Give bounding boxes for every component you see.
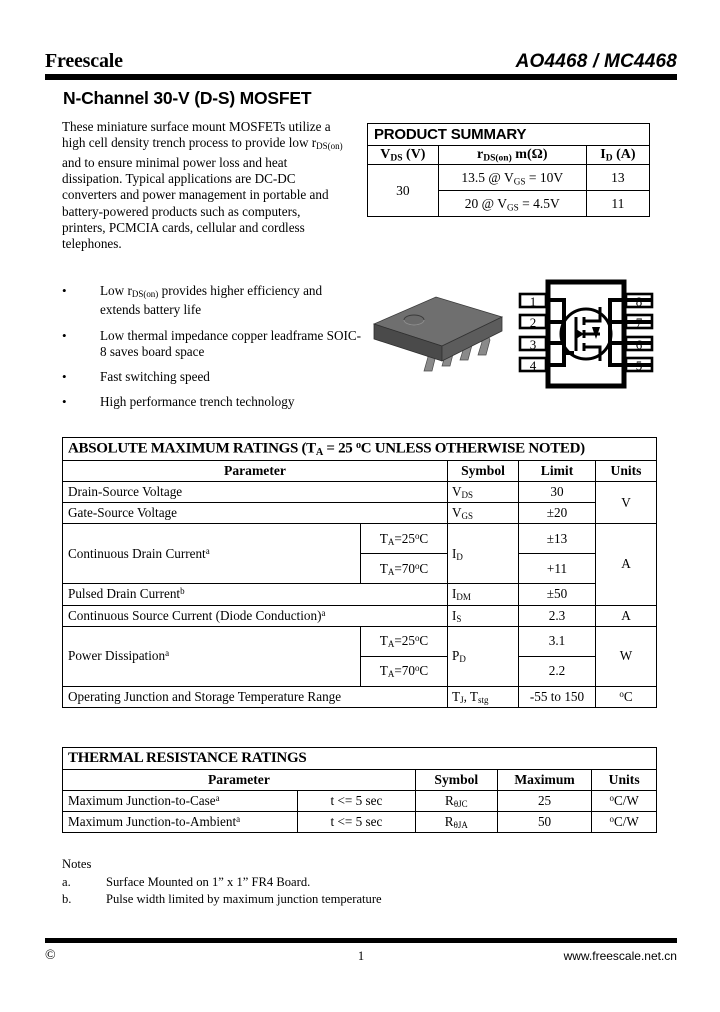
sym-sub: DS: [461, 490, 473, 501]
band-mid: = 25: [322, 440, 356, 457]
limit-idm: ±50: [519, 584, 596, 605]
pin-label-7: 7: [635, 315, 643, 330]
table-row: [368, 165, 650, 191]
col-header-units: Units: [596, 460, 657, 481]
band-sub: A: [315, 446, 323, 458]
note-text: Pulse width limited by maximum junction temperature: [106, 892, 382, 906]
id-value-1: 13: [586, 165, 649, 191]
rdson-1-text: 13.5 @ V: [461, 169, 514, 185]
table-row: [63, 503, 657, 524]
table-row: [63, 481, 657, 502]
sym-text: I: [452, 586, 457, 602]
cond-pre: T: [379, 633, 388, 649]
param-footnote-ref: a: [215, 793, 220, 804]
band-pre: ABSOLUTE MAXIMUM RATINGS (T: [68, 440, 316, 457]
param-text: Maximum Junction-to-Case: [68, 793, 216, 809]
limit-vgs: ±20: [519, 503, 596, 524]
param-power-dissipation: [63, 626, 361, 686]
list-item: [62, 369, 362, 385]
sym-sub: DM: [456, 592, 471, 603]
feature-0-post: provides higher efficiency and extends battery life: [100, 283, 323, 318]
notes-title: Notes: [62, 857, 92, 871]
feature-text: Fast switching speed: [100, 369, 210, 385]
cond-tail: C: [419, 560, 429, 576]
condition-ta-70c: [361, 554, 448, 584]
bullet-icon: •: [62, 283, 67, 298]
band-post: C UNLESS OTHERWISE NOTED): [360, 440, 585, 457]
sym-text: T: [452, 688, 461, 704]
symbol-pd: [448, 626, 519, 686]
symbol-rthja: [415, 812, 497, 833]
id-subscript: D: [605, 153, 613, 164]
cond-sub: A: [387, 669, 395, 680]
bullet-icon: •: [62, 327, 67, 343]
table-row: [63, 605, 657, 626]
param-footnote-ref: a: [321, 607, 326, 618]
sym-sub: S: [456, 613, 462, 624]
pin-configuration-diagram: [518, 277, 654, 391]
cond-pre: T: [379, 560, 388, 576]
note-key: b.: [62, 892, 72, 906]
band-degree: o: [355, 440, 361, 451]
cond-sub: A: [387, 566, 395, 577]
thermal-resistance-ratings-table: [62, 747, 657, 833]
rds-subscript: DS(on): [483, 153, 512, 164]
limit-vds: 30: [519, 481, 596, 502]
pin-label-4: 4: [529, 358, 537, 373]
page-footer: [45, 948, 677, 964]
rdson-2-tail: = 4.5V: [518, 195, 560, 211]
rdson-1-sub: GS: [513, 176, 526, 187]
pin-label-8: 8: [635, 294, 643, 309]
pin-label-3: 3: [529, 337, 537, 352]
page-title: N-Channel 30-V (D-S) MOSFET: [63, 88, 312, 108]
unit-amps-is: A: [596, 605, 657, 626]
param-junction-to-case: [63, 791, 298, 812]
intro-paragraph: [62, 119, 345, 253]
vds-unit: (V): [402, 147, 426, 162]
cond-tail: C: [419, 633, 429, 649]
param-drain-source-voltage: Drain-Source Voltage: [63, 481, 448, 502]
degree-symbol: o: [609, 793, 614, 804]
note-text: Surface Mounted on 1” x 1” FR4 Board.: [106, 874, 311, 889]
sym-text: V: [452, 505, 462, 521]
cond-tail: C: [419, 663, 429, 679]
table-row: [63, 791, 657, 812]
intro-subscript: DS(on): [316, 141, 343, 152]
table-row: [63, 748, 657, 770]
unit-text: C/W: [613, 793, 639, 809]
cond-degree: o: [414, 663, 420, 674]
note-item: [62, 891, 522, 909]
condition-ta-70c-pd: [361, 656, 448, 686]
sym-sub: θJC: [453, 799, 468, 810]
feature-0-sub: DS(on): [131, 289, 159, 300]
rdson-1-tail: = 10V: [525, 169, 564, 185]
sym-text: V: [452, 483, 462, 499]
note-item: [62, 874, 522, 892]
symbol-vgs: [448, 503, 519, 524]
sym-text: P: [452, 648, 460, 664]
feature-text: High performance trench technology: [100, 394, 295, 410]
limit-id-25c: ±13: [519, 524, 596, 554]
rds-unit: m(Ω): [511, 147, 548, 162]
param-continuous-source-current: [63, 605, 448, 626]
unit-watts: W: [596, 626, 657, 686]
limit-temp-range: -55 to 150: [519, 686, 596, 707]
limit-pd-25c: 3.1: [519, 626, 596, 656]
param-text: Continuous Source Current (Diode Conduction): [68, 607, 322, 623]
table-row: [63, 812, 657, 833]
rdson-2-sub: GS: [506, 202, 519, 213]
cond-post: =70: [394, 663, 415, 679]
cond-sub: A: [387, 639, 395, 650]
param-footnote-ref: a: [205, 546, 210, 557]
abs-max-band-title: [63, 438, 657, 461]
param-text: Pulsed Drain Current: [68, 586, 181, 602]
rdson-value-2: [438, 191, 586, 217]
table-row: [368, 124, 650, 146]
col-header-parameter: Parameter: [63, 460, 448, 481]
limit-pd-70c: 2.2: [519, 656, 596, 686]
pin-label-6: 6: [635, 337, 643, 352]
header-rule: [45, 74, 677, 80]
limit-id-70c: +11: [519, 554, 596, 584]
symbol-tj-tstg: [448, 686, 519, 707]
cond-post: =25: [394, 530, 415, 546]
sym-sub: J: [460, 695, 464, 705]
feature-0-pre: Low r: [100, 283, 132, 298]
col-header-vds: [368, 146, 439, 165]
cond-degree: o: [414, 560, 420, 571]
page-number: 1: [357, 948, 365, 963]
table-row: [63, 524, 657, 554]
id-value-2: 11: [586, 191, 649, 217]
symbol-id: [448, 524, 519, 584]
sym-text: R: [445, 793, 454, 808]
sym-sub: D: [459, 654, 466, 665]
id-symbol: I: [600, 147, 606, 162]
thermal-band-title: THERMAL RESISTANCE RATINGS: [63, 748, 657, 770]
condition-ta-25c-pd: [361, 626, 448, 656]
sym-text: I: [452, 607, 457, 623]
cond-post: =25: [394, 633, 415, 649]
col-header-rdson: [438, 146, 586, 165]
part-numbers: AO4468 / MC4468: [515, 51, 677, 72]
table-row: [63, 770, 657, 791]
list-item: [62, 394, 362, 410]
param-text: Power Dissipation: [68, 648, 166, 664]
pin-label-1: 1: [529, 294, 537, 309]
condition-jc: t <= 5 sec: [298, 791, 416, 812]
cond-degree: o: [414, 633, 420, 644]
table-row: [63, 686, 657, 707]
id-unit: (A): [612, 147, 636, 162]
pin-label-5: 5: [635, 358, 643, 373]
rdson-2-text: 20 @ V: [464, 195, 507, 211]
table-row: [63, 460, 657, 481]
col-header-symbol: Symbol: [415, 770, 497, 791]
cond-tail: C: [419, 530, 429, 546]
symbol-rthjc: [415, 791, 497, 812]
footer-rule: [45, 938, 677, 943]
intro-text-1: These miniature surface mount MOSFETs utilize a high cell density trench process to provide low r: [62, 119, 331, 151]
table-row: [63, 626, 657, 656]
feature-text: [100, 283, 362, 319]
rdson-value-1: [438, 165, 586, 191]
param-gate-source-voltage: Gate-Source Voltage: [63, 503, 448, 524]
degree-symbol: o: [619, 689, 624, 700]
unit-volts: V: [596, 481, 657, 523]
table-row: [63, 584, 657, 605]
col-header-limit: Limit: [519, 460, 596, 481]
bullet-icon: •: [62, 369, 67, 385]
copyright-symbol: ©: [45, 948, 56, 963]
condition-ja: t <= 5 sec: [298, 812, 416, 833]
max-rthjc: 25: [497, 791, 592, 812]
param-junction-to-ambient: [63, 812, 298, 833]
param-continuous-drain-current: [63, 524, 361, 584]
max-rthja: 50: [497, 812, 592, 833]
cond-post: =70: [394, 560, 415, 576]
param-operating-junction-storage-temp: Operating Junction and Storage Temperature Range: [63, 686, 448, 707]
sym-text: R: [444, 814, 454, 830]
soic8-package-image: [362, 283, 510, 387]
vds-symbol: V: [380, 147, 391, 162]
product-summary-table: [367, 123, 650, 217]
page-header: [45, 50, 677, 73]
bullet-icon: •: [62, 394, 67, 410]
vds-value: 30: [368, 165, 439, 217]
website-url[interactable]: www.freescale.net.cn: [563, 949, 677, 963]
pin-label-2: 2: [529, 315, 537, 330]
vds-subscript: DS: [390, 153, 403, 164]
features-list: [62, 283, 362, 419]
param-footnote-ref: b: [180, 586, 185, 597]
col-header-parameter: Parameter: [63, 770, 416, 791]
symbol-is: [448, 605, 519, 626]
sym-sub-2: stg: [477, 695, 489, 705]
degree-symbol: o: [609, 814, 614, 825]
col-header-symbol: Symbol: [448, 460, 519, 481]
sym-text-2: , T: [463, 688, 478, 704]
col-header-id: [586, 146, 649, 165]
param-text: Maximum Junction-to-Ambient: [68, 814, 237, 830]
feature-text: Low thermal impedance copper leadframe SOIC-8 saves board space: [100, 327, 362, 359]
symbol-vds: [448, 481, 519, 502]
unit-amps-id: A: [596, 524, 657, 605]
param-footnote-ref: a: [236, 814, 241, 825]
absolute-maximum-ratings-table: [62, 437, 657, 708]
table-row: [63, 438, 657, 461]
unit-rthja: [592, 812, 657, 833]
condition-ta-25c: [361, 524, 448, 554]
list-item: [62, 283, 362, 319]
sym-sub: GS: [461, 511, 473, 522]
note-key: a.: [62, 874, 71, 889]
cond-pre: T: [379, 530, 388, 546]
col-header-maximum: Maximum: [497, 770, 592, 791]
rds-symbol: r: [477, 147, 484, 162]
col-header-units: Units: [592, 770, 657, 791]
cond-degree: o: [414, 530, 420, 541]
cond-pre: T: [379, 663, 388, 679]
product-summary-title: PRODUCT SUMMARY: [368, 124, 650, 146]
unit-rthjc: [592, 791, 657, 812]
unit-celsius: [596, 686, 657, 707]
unit-text: C/W: [613, 814, 639, 830]
list-item: [62, 328, 362, 360]
sym-text: I: [452, 545, 457, 561]
intro-text-2: and to ensure minimal power loss and heat dissipation. Typical applications are DC-DC converters and power management in portable and battery-powered products such as computers, printers, PCMCIA cards, cellular and cordless telephones.: [62, 154, 329, 252]
symbol-idm: [448, 584, 519, 605]
limit-is: 2.3: [519, 605, 596, 626]
notes-section: [62, 856, 522, 909]
param-footnote-ref: a: [165, 648, 170, 659]
table-row: [368, 146, 650, 165]
param-text: Continuous Drain Current: [68, 545, 206, 561]
sym-sub: θJA: [453, 820, 468, 831]
sym-sub: D: [456, 551, 463, 562]
brand-name: Freescale: [45, 50, 123, 72]
param-pulsed-drain-current: [63, 584, 448, 605]
unit-text: C: [623, 688, 633, 704]
cond-sub: A: [387, 536, 395, 547]
